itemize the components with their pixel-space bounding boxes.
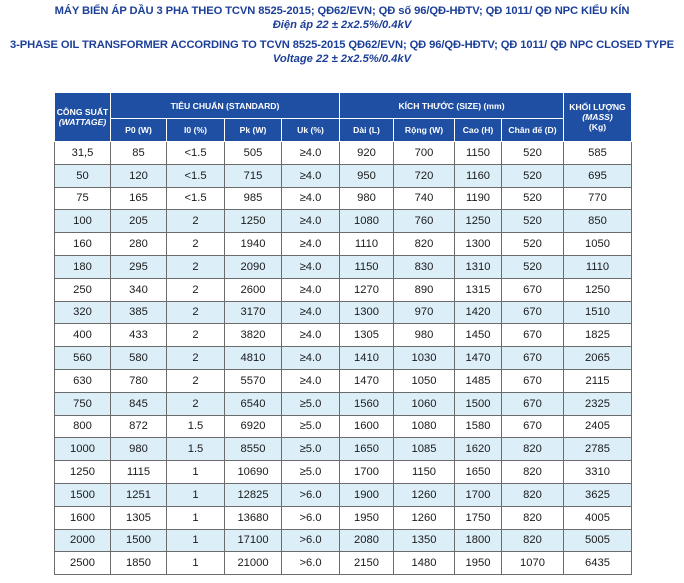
cell-base: 520 <box>502 164 564 187</box>
cell-height: 1485 <box>455 369 502 392</box>
header-height: Cao (H) <box>455 119 502 142</box>
cell-height: 1190 <box>455 187 502 210</box>
cell-i0: 2 <box>167 392 225 415</box>
cell-i0: 1 <box>167 461 225 484</box>
table-row <box>55 438 632 461</box>
cell-height: 1160 <box>455 164 502 187</box>
cell-uk: >6.0 <box>282 483 340 506</box>
cell-width: 1260 <box>394 506 455 529</box>
cell-p0: 120 <box>111 164 167 187</box>
cell-height: 1450 <box>455 324 502 347</box>
cell-uk: ≥4.0 <box>282 347 340 370</box>
header-size: KÍCH THƯỚC (SIZE) (mm) <box>340 93 564 119</box>
cell-pk: 21000 <box>225 552 282 575</box>
cell-height: 1310 <box>455 255 502 278</box>
cell-wattage: 800 <box>55 415 111 438</box>
cell-i0: 2 <box>167 324 225 347</box>
cell-p0: 1251 <box>111 483 167 506</box>
cell-p0: 280 <box>111 233 167 256</box>
table-row <box>55 210 632 233</box>
cell-uk: ≥5.0 <box>282 438 340 461</box>
header-i0: I0 (%) <box>167 119 225 142</box>
table-body <box>55 142 632 575</box>
table-row <box>55 483 632 506</box>
cell-mass: 850 <box>564 210 632 233</box>
cell-uk: ≥4.0 <box>282 278 340 301</box>
cell-length: 1900 <box>340 483 394 506</box>
cell-length: 1080 <box>340 210 394 233</box>
cell-length: 980 <box>340 187 394 210</box>
cell-wattage: 560 <box>55 347 111 370</box>
header-length: Dài (L) <box>340 119 394 142</box>
cell-pk: 3820 <box>225 324 282 347</box>
cell-base: 520 <box>502 233 564 256</box>
cell-base: 820 <box>502 529 564 552</box>
header-width: Rộng (W) <box>394 119 455 142</box>
cell-height: 1300 <box>455 233 502 256</box>
cell-length: 1650 <box>340 438 394 461</box>
cell-i0: 1.5 <box>167 438 225 461</box>
cell-uk: ≥5.0 <box>282 415 340 438</box>
cell-length: 2150 <box>340 552 394 575</box>
cell-pk: 8550 <box>225 438 282 461</box>
cell-mass: 3625 <box>564 483 632 506</box>
cell-length: 1300 <box>340 301 394 324</box>
cell-mass: 1050 <box>564 233 632 256</box>
cell-height: 1420 <box>455 301 502 324</box>
cell-width: 700 <box>394 142 455 165</box>
cell-wattage: 400 <box>55 324 111 347</box>
cell-mass: 3310 <box>564 461 632 484</box>
cell-p0: 165 <box>111 187 167 210</box>
cell-p0: 295 <box>111 255 167 278</box>
cell-uk: ≥4.0 <box>282 187 340 210</box>
cell-height: 1620 <box>455 438 502 461</box>
cell-i0: 2 <box>167 369 225 392</box>
cell-wattage: 250 <box>55 278 111 301</box>
cell-mass: 5005 <box>564 529 632 552</box>
cell-length: 1600 <box>340 415 394 438</box>
cell-length: 1950 <box>340 506 394 529</box>
cell-height: 1750 <box>455 506 502 529</box>
cell-length: 1150 <box>340 255 394 278</box>
cell-base: 520 <box>502 255 564 278</box>
cell-i0: <1.5 <box>167 164 225 187</box>
cell-height: 1700 <box>455 483 502 506</box>
cell-uk: >6.0 <box>282 506 340 529</box>
cell-uk: ≥4.0 <box>282 233 340 256</box>
cell-pk: 17100 <box>225 529 282 552</box>
cell-p0: 433 <box>111 324 167 347</box>
cell-length: 1270 <box>340 278 394 301</box>
cell-width: 1150 <box>394 461 455 484</box>
cell-mass: 1110 <box>564 255 632 278</box>
cell-length: 2080 <box>340 529 394 552</box>
cell-uk: ≥4.0 <box>282 369 340 392</box>
title-block <box>0 4 684 66</box>
cell-uk: ≥4.0 <box>282 142 340 165</box>
cell-i0: <1.5 <box>167 187 225 210</box>
cell-i0: 2 <box>167 301 225 324</box>
cell-i0: 2 <box>167 347 225 370</box>
cell-uk: >6.0 <box>282 552 340 575</box>
cell-pk: 985 <box>225 187 282 210</box>
cell-wattage: 160 <box>55 233 111 256</box>
table-row <box>55 347 632 370</box>
cell-p0: 1500 <box>111 529 167 552</box>
cell-wattage: 1000 <box>55 438 111 461</box>
cell-height: 1500 <box>455 392 502 415</box>
cell-base: 820 <box>502 461 564 484</box>
cell-base: 820 <box>502 438 564 461</box>
cell-wattage: 1250 <box>55 461 111 484</box>
cell-pk: 12825 <box>225 483 282 506</box>
header-wattage: CÔNG SUẤT (WATTAGE) <box>55 93 111 142</box>
cell-width: 980 <box>394 324 455 347</box>
cell-base: 1070 <box>502 552 564 575</box>
cell-p0: 872 <box>111 415 167 438</box>
header-uk: Uk (%) <box>282 119 340 142</box>
cell-base: 670 <box>502 347 564 370</box>
cell-height: 1800 <box>455 529 502 552</box>
table-row <box>55 461 632 484</box>
cell-i0: 2 <box>167 255 225 278</box>
cell-pk: 1250 <box>225 210 282 233</box>
subtitle-vi: Điện áp 22 ± 2x2.5%/0.4kV <box>272 19 412 31</box>
cell-p0: 980 <box>111 438 167 461</box>
header-p0: P0 (W) <box>111 119 167 142</box>
cell-p0: 1305 <box>111 506 167 529</box>
cell-width: 1260 <box>394 483 455 506</box>
cell-length: 1110 <box>340 233 394 256</box>
cell-wattage: 2000 <box>55 529 111 552</box>
cell-i0: 2 <box>167 278 225 301</box>
cell-base: 820 <box>502 506 564 529</box>
cell-length: 1560 <box>340 392 394 415</box>
cell-length: 920 <box>340 142 394 165</box>
spec-table-container <box>54 92 631 583</box>
cell-i0: 2 <box>167 210 225 233</box>
cell-width: 740 <box>394 187 455 210</box>
cell-p0: 205 <box>111 210 167 233</box>
cell-mass: 2325 <box>564 392 632 415</box>
header-base: Chân đế (D) <box>502 119 564 142</box>
cell-base: 520 <box>502 210 564 233</box>
cell-pk: 3170 <box>225 301 282 324</box>
cell-p0: 580 <box>111 347 167 370</box>
cell-mass: 2115 <box>564 369 632 392</box>
spec-table <box>54 92 632 575</box>
cell-width: 1050 <box>394 369 455 392</box>
cell-width: 720 <box>394 164 455 187</box>
cell-i0: 1 <box>167 552 225 575</box>
cell-length: 1305 <box>340 324 394 347</box>
table-row <box>55 164 632 187</box>
cell-i0: 2 <box>167 233 225 256</box>
cell-pk: 10690 <box>225 461 282 484</box>
cell-uk: ≥4.0 <box>282 255 340 278</box>
table-row <box>55 301 632 324</box>
cell-uk: ≥4.0 <box>282 164 340 187</box>
cell-width: 1350 <box>394 529 455 552</box>
cell-mass: 1250 <box>564 278 632 301</box>
cell-uk: ≥4.0 <box>282 324 340 347</box>
cell-length: 1470 <box>340 369 394 392</box>
table-row <box>55 552 632 575</box>
cell-width: 1080 <box>394 415 455 438</box>
cell-width: 820 <box>394 233 455 256</box>
cell-uk: >6.0 <box>282 529 340 552</box>
cell-height: 1650 <box>455 461 502 484</box>
cell-pk: 6540 <box>225 392 282 415</box>
cell-base: 820 <box>502 483 564 506</box>
cell-wattage: 75 <box>55 187 111 210</box>
cell-p0: 385 <box>111 301 167 324</box>
cell-i0: 1.5 <box>167 415 225 438</box>
cell-uk: ≥4.0 <box>282 301 340 324</box>
cell-pk: 505 <box>225 142 282 165</box>
cell-wattage: 50 <box>55 164 111 187</box>
cell-base: 670 <box>502 301 564 324</box>
cell-pk: 2090 <box>225 255 282 278</box>
table-row <box>55 233 632 256</box>
table-row <box>55 415 632 438</box>
cell-width: 1480 <box>394 552 455 575</box>
header-mass: KHỐI LƯỢNG (MASS) (Kg) <box>564 93 632 142</box>
table-row <box>55 506 632 529</box>
cell-wattage: 1600 <box>55 506 111 529</box>
cell-wattage: 1500 <box>55 483 111 506</box>
cell-base: 670 <box>502 369 564 392</box>
cell-height: 1250 <box>455 210 502 233</box>
cell-height: 1470 <box>455 347 502 370</box>
cell-width: 1060 <box>394 392 455 415</box>
cell-mass: 2065 <box>564 347 632 370</box>
cell-base: 520 <box>502 142 564 165</box>
cell-base: 670 <box>502 415 564 438</box>
cell-i0: 1 <box>167 529 225 552</box>
table-row <box>55 255 632 278</box>
cell-width: 1030 <box>394 347 455 370</box>
cell-base: 670 <box>502 392 564 415</box>
cell-base: 520 <box>502 187 564 210</box>
title-vi: MÁY BIẾN ÁP DẦU 3 PHA THEO TCVN 8525-2015; QĐ62/EVN; QĐ số 96/QĐ-HĐTV; QĐ 1011/ QĐ NPC KIỂU KÍN <box>54 5 630 17</box>
cell-mass: 1510 <box>564 301 632 324</box>
cell-i0: 1 <box>167 483 225 506</box>
table-row <box>55 187 632 210</box>
table-row <box>55 142 632 165</box>
cell-pk: 2600 <box>225 278 282 301</box>
cell-width: 970 <box>394 301 455 324</box>
cell-p0: 845 <box>111 392 167 415</box>
cell-uk: ≥5.0 <box>282 392 340 415</box>
header-pk: Pk (W) <box>225 119 282 142</box>
cell-mass: 585 <box>564 142 632 165</box>
cell-p0: 1115 <box>111 461 167 484</box>
cell-p0: 1850 <box>111 552 167 575</box>
cell-pk: 4810 <box>225 347 282 370</box>
cell-wattage: 750 <box>55 392 111 415</box>
cell-pk: 5570 <box>225 369 282 392</box>
subtitle-en: Voltage 22 ± 2x2.5%/0.4kV <box>272 53 412 65</box>
cell-mass: 1825 <box>564 324 632 347</box>
cell-length: 1700 <box>340 461 394 484</box>
cell-length: 1410 <box>340 347 394 370</box>
cell-wattage: 320 <box>55 301 111 324</box>
cell-pk: 715 <box>225 164 282 187</box>
cell-p0: 340 <box>111 278 167 301</box>
cell-p0: 85 <box>111 142 167 165</box>
cell-width: 760 <box>394 210 455 233</box>
cell-wattage: 180 <box>55 255 111 278</box>
table-row <box>55 529 632 552</box>
cell-mass: 6435 <box>564 552 632 575</box>
cell-wattage: 100 <box>55 210 111 233</box>
cell-i0: 1 <box>167 506 225 529</box>
cell-wattage: 630 <box>55 369 111 392</box>
cell-pk: 6920 <box>225 415 282 438</box>
cell-height: 1315 <box>455 278 502 301</box>
cell-wattage: 31,5 <box>55 142 111 165</box>
table-row <box>55 369 632 392</box>
table-row <box>55 324 632 347</box>
cell-base: 670 <box>502 278 564 301</box>
cell-pk: 13680 <box>225 506 282 529</box>
table-row <box>55 392 632 415</box>
cell-i0: <1.5 <box>167 142 225 165</box>
cell-mass: 770 <box>564 187 632 210</box>
cell-mass: 2785 <box>564 438 632 461</box>
cell-mass: 4005 <box>564 506 632 529</box>
cell-height: 1150 <box>455 142 502 165</box>
cell-width: 890 <box>394 278 455 301</box>
table-row <box>55 278 632 301</box>
cell-wattage: 2500 <box>55 552 111 575</box>
cell-length: 950 <box>340 164 394 187</box>
cell-uk: ≥4.0 <box>282 210 340 233</box>
cell-width: 830 <box>394 255 455 278</box>
cell-p0: 780 <box>111 369 167 392</box>
cell-width: 1085 <box>394 438 455 461</box>
header-standard: TIÊU CHUẨN (STANDARD) <box>111 93 340 119</box>
title-en: 3-PHASE OIL TRANSFORMER ACCORDING TO TCVN 8525-2015 QĐ62/EVN; QĐ 96/QĐ-HĐTV; QĐ 1011/ QĐ NPC CLOSED TYPE <box>10 39 674 51</box>
cell-mass: 695 <box>564 164 632 187</box>
cell-pk: 1940 <box>225 233 282 256</box>
cell-mass: 2405 <box>564 415 632 438</box>
cell-uk: ≥5.0 <box>282 461 340 484</box>
cell-base: 670 <box>502 324 564 347</box>
cell-height: 1580 <box>455 415 502 438</box>
cell-height: 1950 <box>455 552 502 575</box>
